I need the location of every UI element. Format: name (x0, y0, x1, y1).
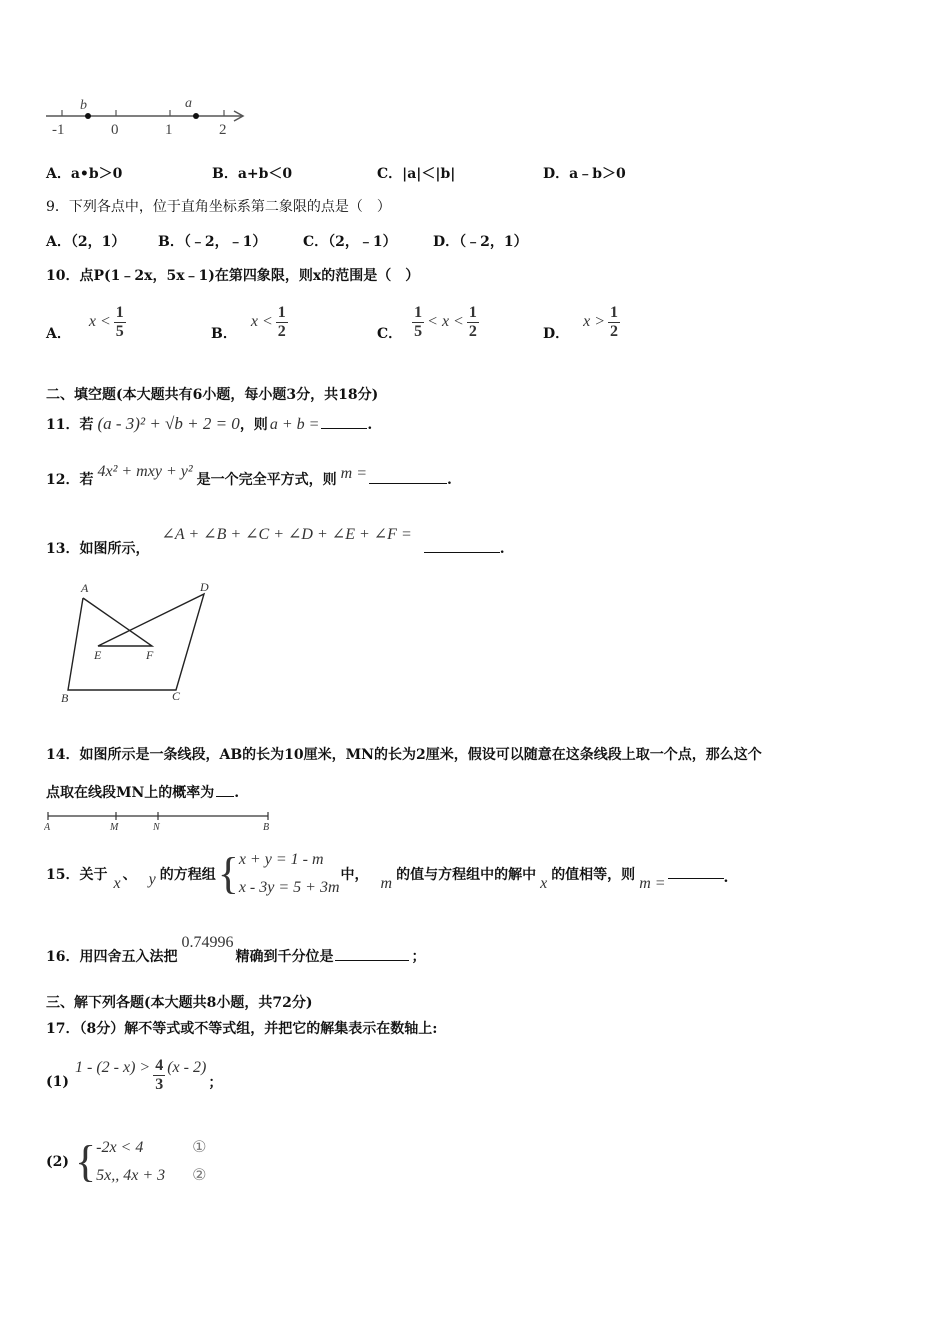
q15-var-x2: x (540, 875, 548, 892)
frac-den: 2 (277, 322, 286, 340)
q10-option-d (543, 300, 620, 344)
q8-option-c: C．|a|＜|b| (377, 166, 456, 182)
q17-mark1: ① (192, 1139, 207, 1156)
q14-end: . (234, 785, 240, 801)
q13 (46, 524, 505, 557)
q15 (46, 846, 728, 902)
q15-sep: 、 (122, 867, 137, 883)
q14-line2 (46, 782, 239, 802)
q9-option-d: D．（﹣2，1） (433, 234, 528, 250)
q11-mid: ，则 (239, 417, 268, 433)
q9-option-a: A．（2，1） (46, 234, 126, 250)
q17-part1-end: ； (208, 1075, 223, 1091)
frac-num: 1 (115, 303, 124, 321)
q16 (46, 932, 426, 965)
frac-num: 1 (468, 303, 477, 321)
q14-blank (216, 795, 234, 797)
frac-den: 5 (115, 322, 124, 340)
frac-den: 5 (414, 322, 423, 340)
q12 (46, 463, 452, 489)
vertex-c: C (172, 689, 181, 703)
fraction (467, 304, 479, 341)
tick-label: 0 (111, 122, 119, 138)
q13-blank (424, 551, 500, 553)
q15-prefix: 15．关于 (46, 867, 108, 883)
q16-number: 0.74996 (181, 934, 234, 951)
q15-ans: m = (639, 875, 666, 892)
q16-end: ； (411, 949, 426, 965)
q17-part1-rhs: (x - 2) (167, 1059, 207, 1076)
q17-mark2: ② (192, 1167, 207, 1184)
q13-figure (56, 578, 222, 704)
q17-row1 (96, 1134, 206, 1162)
q12-ans: m = (340, 465, 367, 482)
vertex-e: E (94, 648, 102, 662)
fraction (276, 304, 288, 341)
vertex-b: B (61, 691, 69, 704)
q12-mid: 是一个完全平方式，则 (196, 472, 337, 488)
point-b-label: b (80, 98, 87, 113)
q15-brace: { (217, 849, 239, 898)
tick-label: 2 (219, 122, 227, 138)
point-n-label: N (153, 822, 160, 833)
q17-system (96, 1134, 206, 1190)
q15-eq1: x + y = 1 - m (238, 851, 324, 868)
math-var: < x < (427, 313, 464, 330)
frac-den: 3 (155, 1075, 164, 1093)
number-line-figure (44, 96, 254, 138)
q17-row2 (96, 1162, 206, 1190)
q12-blank (369, 482, 447, 484)
q9-option-c: C．（2，﹣1） (303, 234, 397, 250)
q11-blank (321, 427, 367, 429)
q15-system (239, 846, 340, 902)
point-b (85, 113, 91, 119)
q12-end: . (447, 472, 452, 488)
option-label: D． (543, 326, 570, 342)
fraction (114, 304, 126, 341)
q8-option-b: B．a+b＜0 (212, 166, 293, 182)
q11-prefix: 11．若 (46, 417, 94, 433)
q16-blank (335, 959, 409, 961)
q11 (46, 414, 372, 434)
q17-eq1: -2x < 4 (96, 1139, 144, 1156)
q15-var-x: x (113, 875, 121, 892)
frac-den: 2 (610, 322, 619, 340)
q15-var-y: y (148, 871, 156, 888)
q15-var-m: m (380, 875, 393, 892)
point-a-label: a (185, 96, 192, 111)
frac-num: 4 (155, 1056, 164, 1074)
vertex-f: F (146, 648, 154, 662)
math-var: x < (250, 313, 273, 330)
q8-option-a: A．a•b＞0 (46, 166, 123, 182)
tick-label: 1 (165, 122, 173, 138)
q10-option-a (46, 300, 126, 344)
point-m-label: M (110, 822, 119, 833)
option-label: B． (211, 326, 237, 342)
frac-den: 2 (468, 322, 477, 340)
section-2-title: 二、填空题(本大题共有6小题，每小题3分，共18分) (46, 387, 379, 403)
q15-mid1: 的方程组 (159, 867, 216, 883)
q9-stem: 9．下列各点中，位于直角坐标系第二象限的点是（ ） (46, 199, 391, 215)
fraction (608, 304, 620, 341)
q17-part1 (46, 1052, 222, 1098)
q10-option-c (377, 300, 479, 344)
point-b-label: B (263, 822, 270, 833)
math-var: x > (583, 313, 606, 330)
q15-blank (668, 877, 724, 879)
q15-end: . (723, 870, 729, 886)
q11-ans: a + b = (269, 416, 320, 433)
frac-num: 1 (610, 303, 619, 321)
vertex-a: A (81, 581, 89, 595)
q11-end: . (367, 417, 373, 433)
q17-part2 (46, 1134, 206, 1190)
point-a-label: A (44, 822, 51, 833)
q17-part2-label: (2) (46, 1154, 69, 1170)
q13-expr: ∠A + ∠B + ∠C + ∠D + ∠E + ∠F = (161, 526, 412, 543)
q17-stem: 17．（8分）解不等式或不等式组，并把它的解集表示在数轴上: (46, 1021, 438, 1037)
q15-mid4: 的值相等，则 (551, 867, 636, 883)
q15-eq2: x - 3y = 5 + 3m (238, 879, 340, 896)
fraction (153, 1057, 165, 1094)
q17-eq2: 5x,, 4x + 3 (96, 1167, 166, 1184)
tick-label: -1 (52, 122, 65, 138)
q14-line1: 14．如图所示是一条线段，AB的长为10厘米，MN的长为2厘米，假设可以随意在这条线段上取一个点，那么这个 (46, 747, 762, 763)
section-3-title: 三、解下列各题(本大题共8小题，共72分) (46, 995, 313, 1011)
q8-option-d: D．a﹣b＞0 (543, 166, 626, 182)
option-label: A． (46, 326, 71, 342)
q13-end: . (499, 541, 505, 557)
vertex-d: D (200, 580, 209, 594)
q14-line2-text: 点取在线段MN上的概率为 (46, 785, 215, 801)
q16-prefix: 16．用四舍五入法把 (46, 949, 178, 965)
q15-mid2: 中， (340, 867, 369, 883)
q10-option-b (211, 300, 288, 344)
q12-expr: 4x² + mxy + y² (97, 463, 193, 480)
q17-part1-lhs: 1 - (2 - x) > (75, 1059, 151, 1076)
option-label: C． (377, 326, 403, 342)
frac-num: 1 (414, 303, 423, 321)
q12-prefix: 12．若 (46, 472, 94, 488)
frac-num: 1 (277, 303, 286, 321)
q17-part1-label: (1) (46, 1074, 69, 1090)
q15-mid3: 的值与方程组中的解中 (396, 867, 537, 883)
q16-mid: 精确到千分位是 (235, 949, 334, 965)
q9-option-b: B．（﹣2，﹣1） (158, 234, 267, 250)
math-var: x < (88, 313, 111, 330)
q10-stem: 10．点P(1﹣2x，5x﹣1)在第四象限，则x的范围是（ ） (46, 268, 420, 284)
q13-prefix: 13．如图所示， (46, 541, 150, 557)
point-a (193, 113, 199, 119)
fraction (412, 304, 424, 341)
q11-expr: (a - 3)² + √b + 2 = 0 (97, 414, 240, 433)
q14-segment-figure (44, 808, 276, 834)
q17-brace: { (75, 1137, 97, 1186)
